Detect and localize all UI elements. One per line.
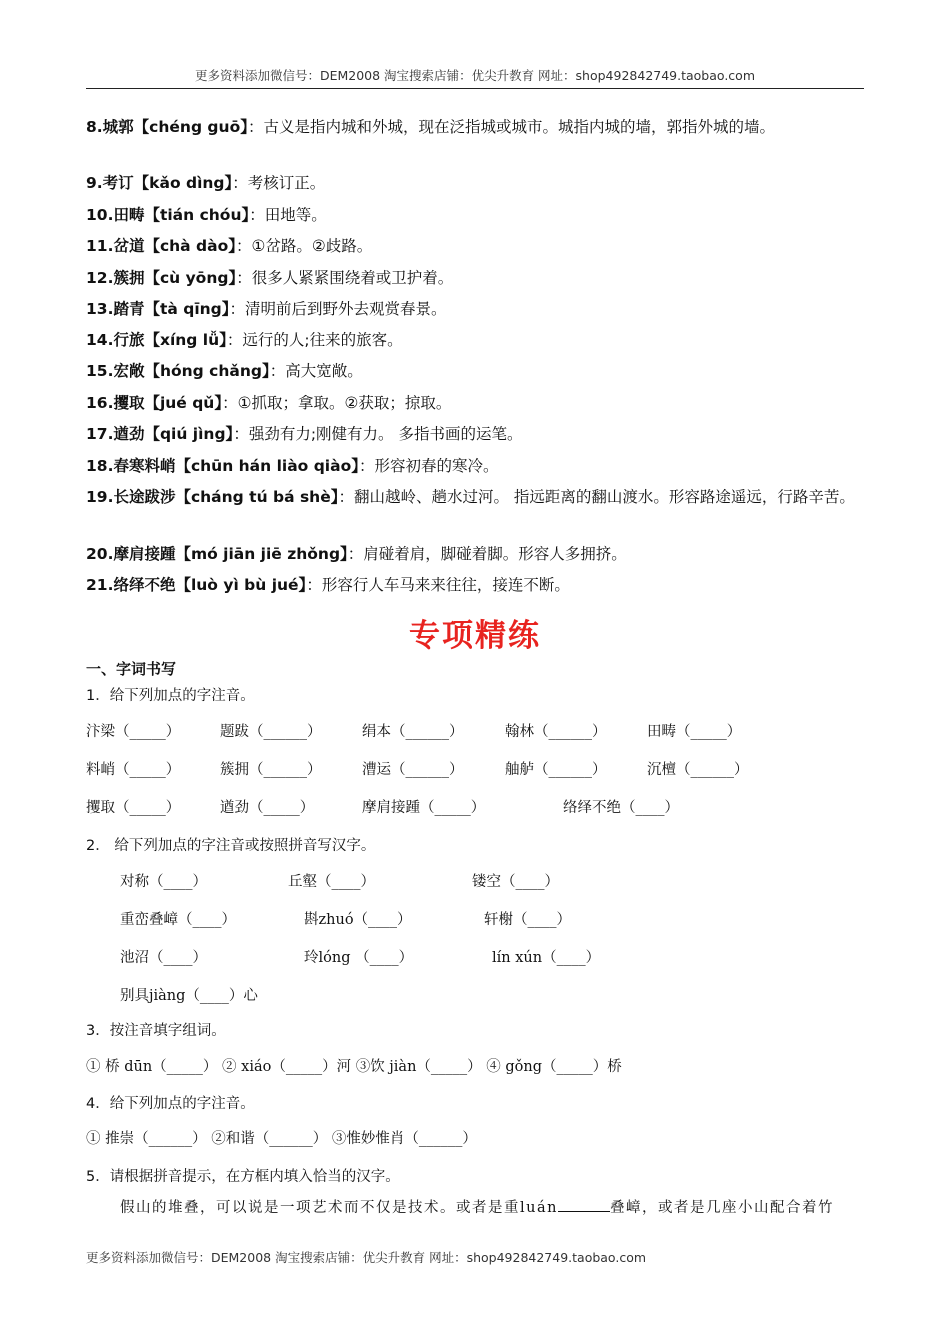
q1-item: 舳舻（______）: [505, 762, 607, 778]
section-heading: 一、字词书写: [86, 660, 177, 678]
header-divider: [86, 88, 864, 89]
vocab-item-20: [86, 541, 876, 567]
q1-item: 攫取（_____）: [86, 800, 181, 816]
vocab-term: 20.摩肩接踵【mó jiān jiē zhǒng】: [86, 545, 348, 563]
question-2-prompt: 2． 给下列加点的字注音或按照拼音写汉字。: [86, 838, 376, 854]
q1-item: 汴梁（_____）: [86, 724, 181, 740]
vocab-definition: ：肩碰着肩，脚碰着脚。形容人多拥挤。: [347, 545, 627, 563]
q2-item: 镂空（____）: [472, 874, 559, 890]
q1-item: 题跋（______）: [220, 724, 322, 740]
question-3-prompt: 3．按注音填字组词。: [86, 1023, 226, 1039]
q1-item: 络绎不绝（____）: [563, 800, 679, 816]
vocab-definition: ：形容初春的寒冷。: [358, 457, 499, 475]
vocab-definition: ：高大宽敞。: [269, 362, 363, 380]
q2-item: 别具jiàng（____）心: [120, 988, 258, 1004]
passage-text: 叠嶂，或者是几座小山配合着竹: [609, 1200, 834, 1216]
question-5-prompt: 5．请根据拼音提示，在方框内填入恰当的汉字。: [86, 1169, 400, 1185]
q1-item: 田畴（_____）: [647, 724, 742, 740]
vocab-item-14: [86, 327, 876, 353]
page-header: 更多资料添加微信号：DEM2008 淘宝搜索店铺：优尖升教育 网址：shop492842749.taobao.com: [194, 68, 756, 83]
question-1-prompt: 1．给下列加点的字注音。: [86, 688, 255, 704]
vocab-definition: ：形容行人车马来来往往，接连不断。: [306, 576, 570, 594]
vocab-item-15: [86, 358, 876, 384]
vocab-item-13: [86, 296, 876, 322]
vocab-term: 9.考订【kǎo dìng】: [86, 174, 233, 192]
vocab-term: 15.宏敞【hóng chǎng】: [86, 362, 270, 380]
vocab-item-16: [86, 390, 876, 416]
q4-line: ① 推崇（______） ②和谐（______） ③惟妙惟肖（______）: [86, 1131, 477, 1147]
vocab-term: 18.春寒料峭【chūn hán liào qiào】: [86, 457, 359, 475]
vocab-item-11: [86, 233, 876, 259]
q2-item: 对称（____）: [120, 874, 207, 890]
q2-item: 轩榭（____）: [484, 912, 571, 928]
fill-blank[interactable]: [558, 1197, 610, 1212]
q1-item: 遒劲（_____）: [220, 800, 315, 816]
vocab-definition: ：古义是指内城和外城，现在泛指城或城市。城指内城的墙，郭指外城的墙。: [247, 118, 775, 136]
q1-item: 翰林（______）: [505, 724, 607, 740]
vocab-definition: ：①抓取；拿取。②获取；掠取。: [222, 394, 452, 412]
q1-item: 簇拥（______）: [220, 762, 322, 778]
q2-item: 斟zhuó（____）: [304, 912, 412, 928]
vocab-term: 10.田畴【tián chóu】: [86, 206, 250, 224]
vocab-definition: ：远行的人;往来的旅客。: [226, 331, 403, 349]
vocab-term: 11.岔道【chà dào】: [86, 237, 236, 255]
vocab-term: 19.长途跋涉【cháng tú bá shè】: [86, 488, 339, 506]
vocab-item-21: [86, 572, 876, 598]
passage-text: 假山的堆叠，可以说是一项艺术而不仅是技术。或者是重luán: [120, 1200, 558, 1216]
q2-item: 重峦叠嶂（____）: [120, 912, 236, 928]
vocab-definition: ：强劲有力;刚健有力。 多指书画的运笔。: [233, 425, 523, 443]
question-4-prompt: 4．给下列加点的字注音。: [86, 1096, 255, 1112]
vocab-item-8: [86, 114, 876, 140]
vocab-definition: ：田地等。: [249, 206, 327, 224]
vocab-item-10: [86, 202, 876, 228]
q2-item: 池沼（____）: [120, 950, 207, 966]
vocab-term: 16.攫取【jué qǔ】: [86, 394, 223, 412]
vocab-definition: ：翻山越岭、趟水过河。 指远距离的翻山渡水。形容路途遥远，行路辛苦。: [338, 488, 855, 506]
vocab-term: 17.遒劲【qiú jìng】: [86, 425, 234, 443]
page-footer: 更多资料添加微信号：DEM2008 淘宝搜索店铺：优尖升教育 网址：shop492842749.taobao.com: [86, 1250, 647, 1265]
q1-item: 摩肩接踵（_____）: [362, 800, 486, 816]
section-title: 专项精练: [409, 618, 541, 654]
q1-item: 漕运（______）: [362, 762, 464, 778]
vocab-term: 8.城郭【chéng guō】: [86, 118, 248, 136]
q1-item: 绢本（______）: [362, 724, 464, 740]
q5-passage: [120, 1196, 880, 1217]
vocab-item-9: [86, 170, 876, 196]
q1-item: 沉檀（______）: [647, 762, 749, 778]
vocab-item-12: [86, 265, 876, 291]
vocab-definition: ：清明前后到野外去观赏春景。: [229, 300, 447, 318]
vocab-term: 21.络绎不绝【luò yì bù jué】: [86, 576, 307, 594]
q2-item: lín xún（____）: [492, 950, 601, 966]
vocab-definition: ：很多人紧紧围绕着或卫护着。: [236, 269, 454, 287]
vocab-item-17: [86, 421, 876, 447]
q1-item: 料峭（_____）: [86, 762, 181, 778]
q2-item: 玲lóng （____）: [304, 950, 414, 966]
vocab-term: 12.簇拥【cù yōng】: [86, 269, 237, 287]
q2-item: 丘壑（____）: [288, 874, 375, 890]
vocab-item-18: [86, 453, 876, 479]
vocab-definition: ：①岔路。②歧路。: [236, 237, 373, 255]
vocab-term: 14.行旅【xíng lǚ】: [86, 331, 227, 349]
vocab-item-19: [86, 484, 876, 510]
vocab-term: 13.踏青【tà qīng】: [86, 300, 230, 318]
vocab-definition: ：考核订正。: [232, 174, 326, 192]
q3-line: ① 桥 dūn（_____） ② xiáo（_____）河 ③饮 jiàn（_____） ④ gǒng（_____）桥: [86, 1059, 622, 1075]
